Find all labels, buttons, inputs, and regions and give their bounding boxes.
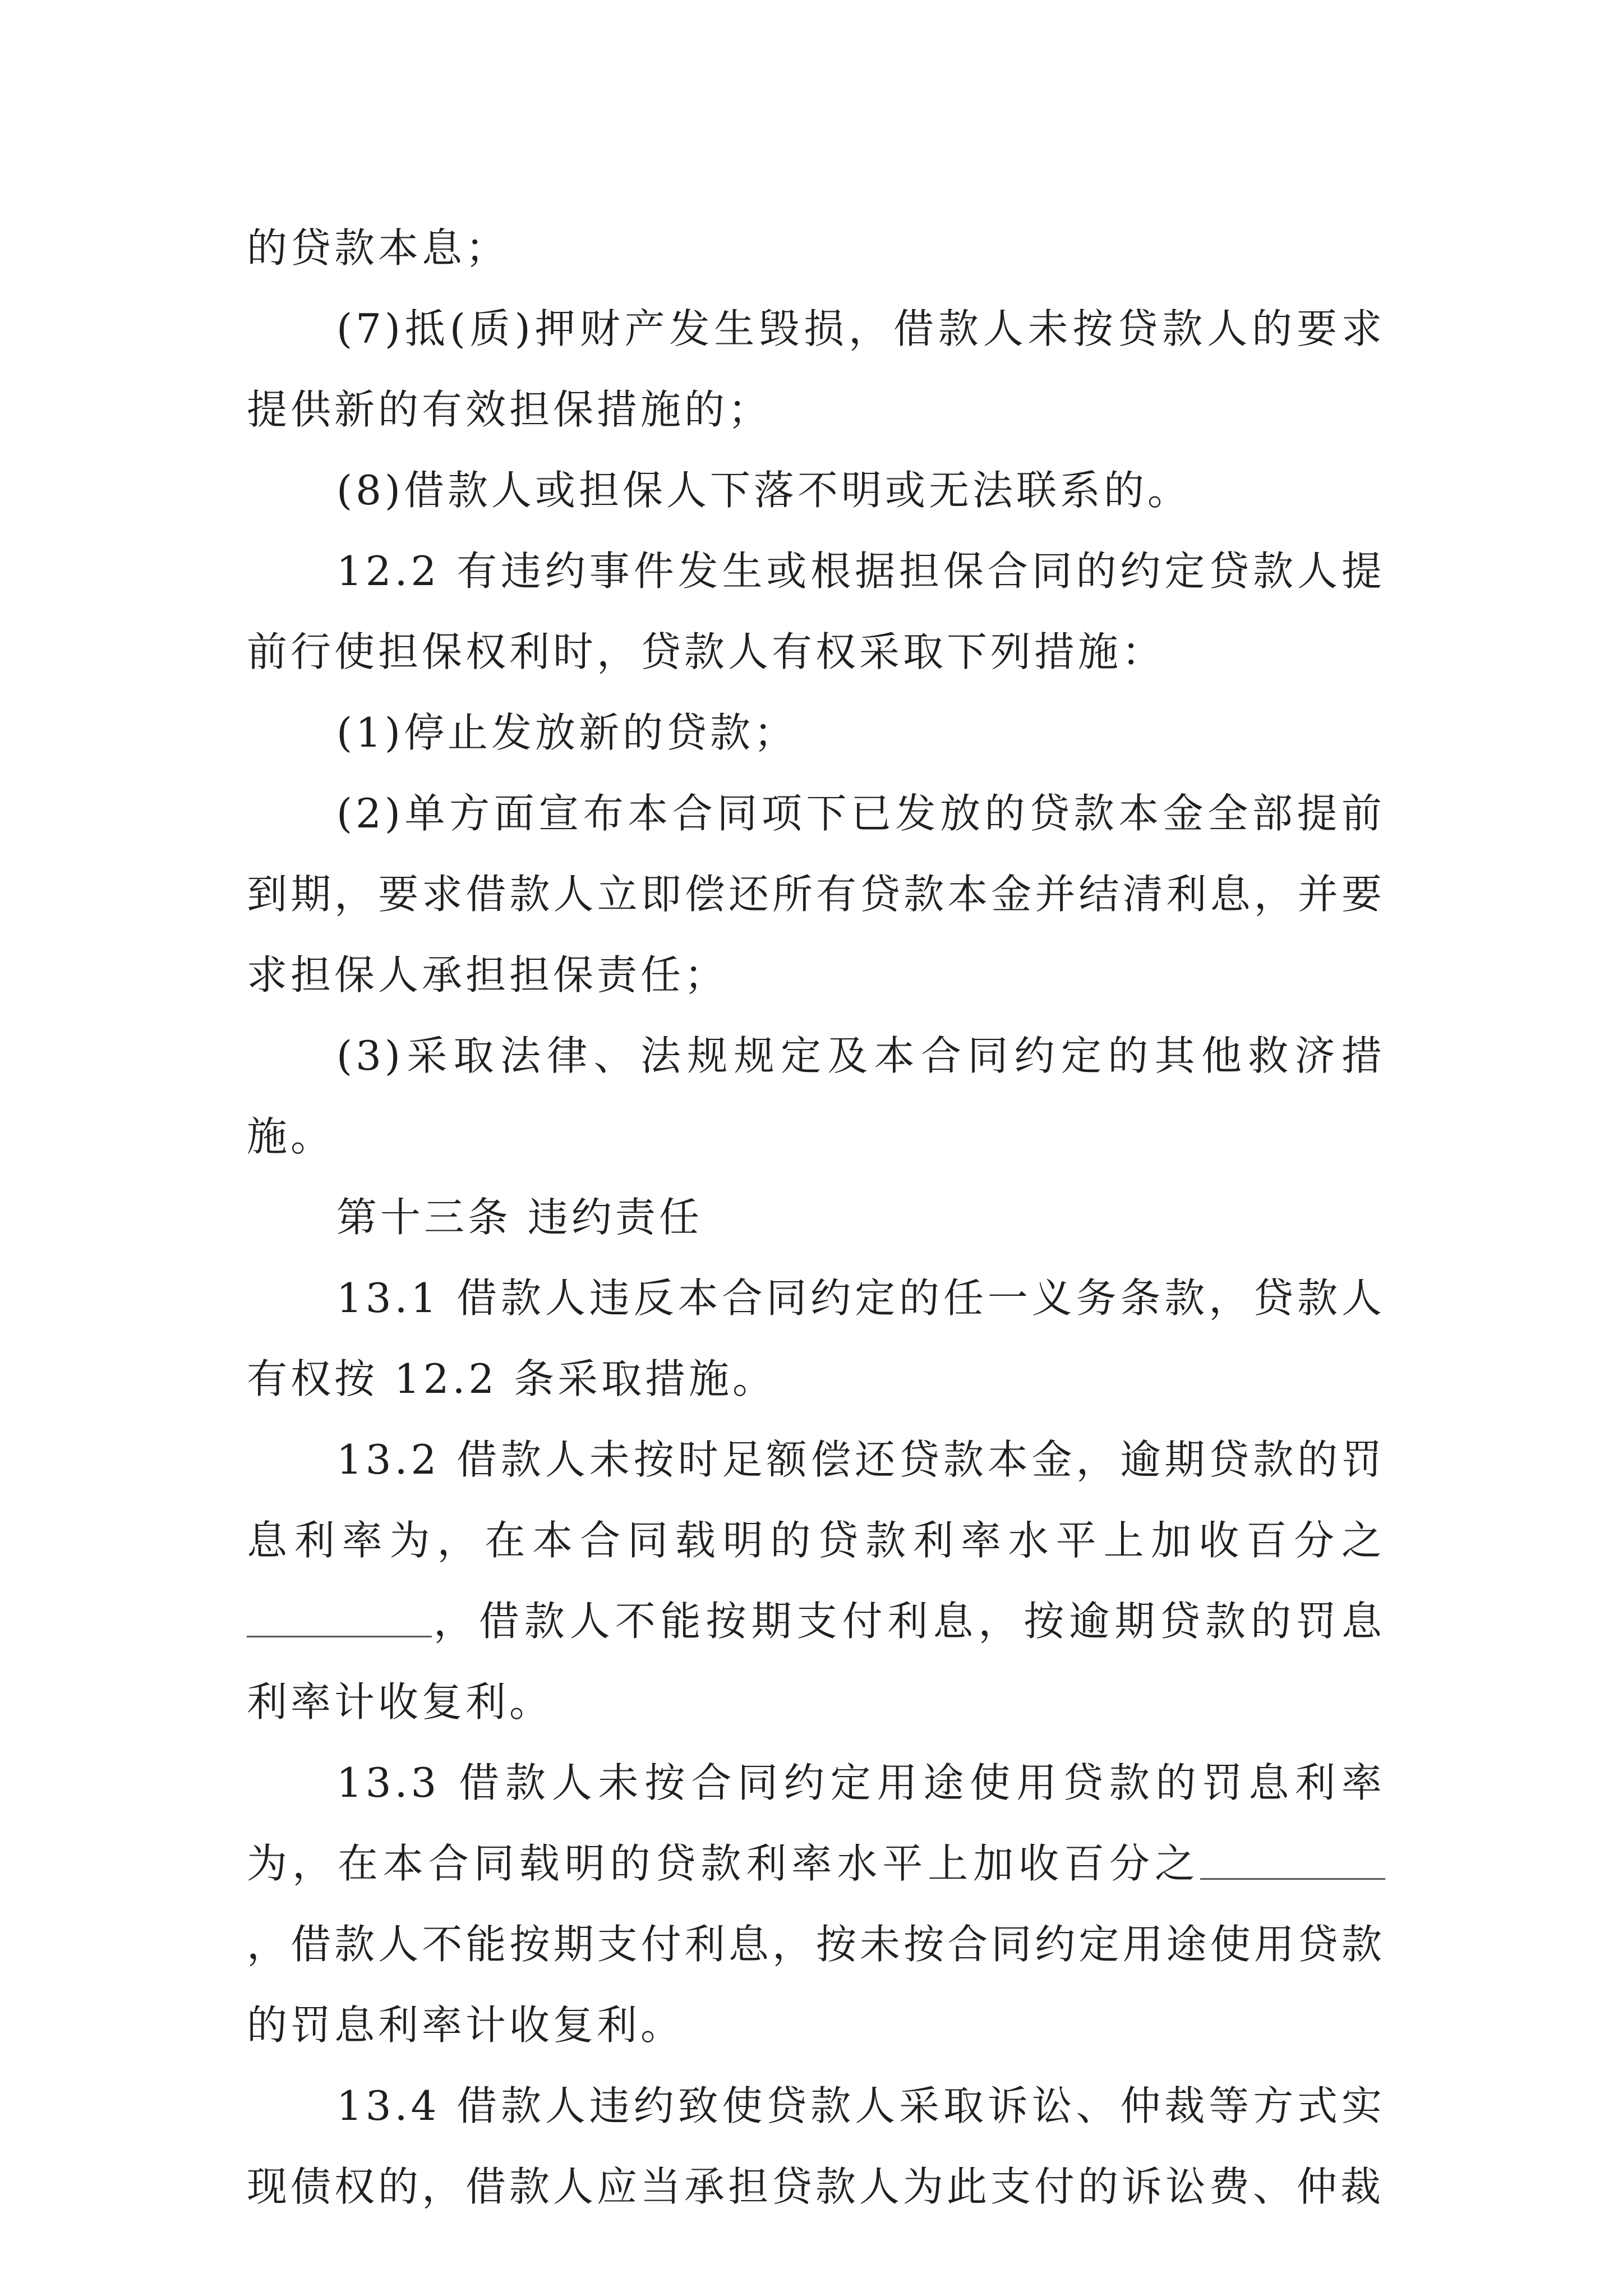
fill-in-blank-misuse-rate[interactable]	[1200, 1833, 1385, 1879]
document-body	[247, 208, 1385, 2227]
paragraph-measure-2: (2)单方面宣布本合同项下已发放的贷款本金全部提前到期，要求借款人立即偿还所有贷款本金并结清利息，并要求担保人承担担保责任；	[247, 790, 1385, 999]
clause-13-2-text-before: 13.2 借款人未按时足额偿还贷款本金，逾期贷款的罚息利率为，在本合同载明的贷款利率水平上加收百分之	[247, 1436, 1385, 1564]
paragraph-clause-13-2	[247, 1419, 1385, 1742]
paragraph-clause-13-3	[247, 1742, 1385, 2065]
paragraph-item-7: (7)抵(质)押财产发生毁损，借款人未按贷款人的要求提供新的有效担保措施的；	[247, 305, 1385, 433]
clause-13-2-text-after: ，借款人不能按期支付利息，按逾期贷款的罚息利率计收复利。	[247, 1598, 1385, 1726]
paragraph-loan-interest: 的贷款本息；	[247, 224, 510, 272]
paragraph-clause-12-2: 12.2 有违约事件发生或根据担保合同的约定贷款人提前行使担保权利时，贷款人有权采取下列措施：	[247, 547, 1385, 675]
paragraph-clause-13-4: 13.4 借款人违约致使贷款人采取诉讼、仲裁等方式实现债权的，借款人应当承担贷款人为此支付的诉讼费、仲裁	[247, 2082, 1385, 2210]
paragraph-item-8: (8)借款人或担保人下落不明或无法联系的。	[336, 467, 1191, 514]
clause-13-3-text-before: 13.3 借款人未按合同约定用途使用贷款的罚息利率为，在本合同载明的贷款利率水平上加收百分之	[247, 1759, 1385, 1887]
paragraph-measure-3: (3)采取法律、法规规定及本合同约定的其他救济措施。	[247, 1032, 1385, 1160]
paragraph-measure-1: (1)停止发放新的贷款；	[336, 709, 797, 756]
clause-13-3-text-after: ，借款人不能按期支付利息，按未按合同约定用途使用贷款的罚息利率计收复利。	[247, 1921, 1385, 2049]
fill-in-blank-overdue-rate[interactable]	[247, 1591, 432, 1637]
paragraph-clause-13-1: 13.1 借款人违反本合同约定的任一义务条款，贷款人有权按 12.2 条采取措施。	[247, 1274, 1385, 1402]
article-13-heading: 第十三条 违约责任	[336, 1194, 703, 1241]
